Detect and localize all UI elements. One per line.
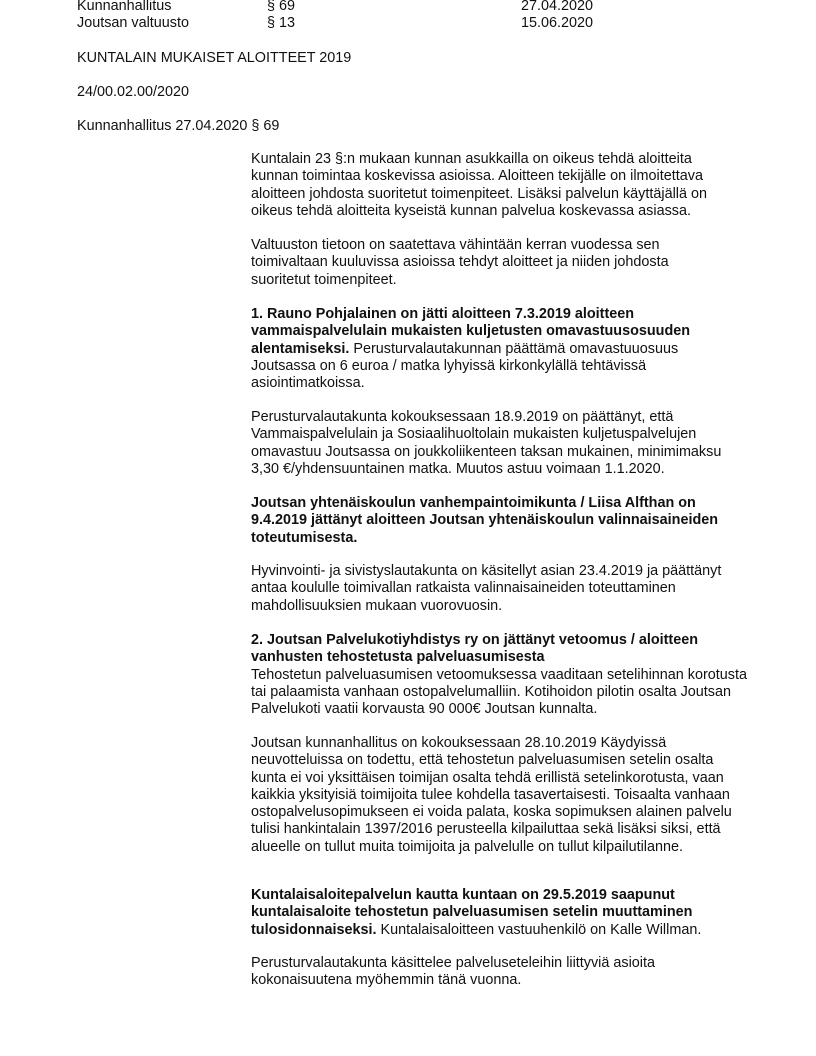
- header-body-1: Kunnanhallitus: [77, 0, 172, 14]
- paragraph-text: Valtuuston tietoon on saatettava vähintään kerran vuodessa sen toimivaltaan kuuluvissa asioissa tehdyt aloitteet ja niiden johdosta suoritetut toimenpiteet.: [251, 237, 669, 288]
- record-number: 24/00.02.00/2020: [77, 84, 190, 100]
- initiative-1: [251, 306, 716, 392]
- paragraph-text: Joutsan kunnanhallitus on kokouksessaan 28.10.2019 Käydyissä neuvotteluissa on todettu, että tehostetun palveluasumisen setelin osalta kunta ei voi yksittäisen toimijan osalta tehdä erillistä setelinkorotusta, vaan kaikkia yksityisiä toimijoita tulee kohdella tasavertaisesti. Toisaalta vanhaan ostopalvelusopimukseen ei voida palata, koska sopimuksen alainen palvelu tulisi hankintalain 1397/2016 perusteella kilpailuttaa sekä lisäksi siksi, että alueelle on tullut muita toimijoita ja palvelulle on tullut kilpailutilanne.: [251, 735, 732, 855]
- header-date-2: 15.06.2020: [521, 15, 594, 31]
- initiative-citizen: [251, 887, 741, 939]
- paragraph-text: Perusturvalautakunnan päättämä omavastuuosuus Joutsassa on 6 euroa / matka lyhyissä kirkonkylällä tehtävissä asiointimatkoissa.: [251, 340, 679, 392]
- initiative-heading: Joutsan yhtenäiskoulun vanhempaintoimikunta / Liisa Alfthan on 9.4.2019 jättänyt aloitteen Joutsan yhtenäiskoulun valinnaisaineiden toteutumisesta.: [251, 495, 719, 546]
- header-body-2: Joutsan valtuusto: [77, 15, 189, 31]
- initiative-heading: Kuntalaisaloitepalvelun kautta kuntaan on 29.5.2019 saapunut kuntalaisaloite tehostetun palveluasumisen setelin muuttaminen tulosidonnaiseksi.: [251, 887, 693, 938]
- initiative-2-decision: [251, 735, 751, 856]
- initiative-heading: 2. Joutsan Palvelukotiyhdistys ry on jättänyt vetoomus / aloitteen vanhusten tehostetusta palveluasumisesta: [251, 632, 699, 666]
- header-section-1: § 69: [267, 0, 296, 14]
- initiative-school: [251, 495, 741, 547]
- initiative-1-decision: [251, 409, 751, 478]
- paragraph-text: Kuntalaisaloitteen vastuuhenkilö on Kalle Willman.: [376, 921, 702, 938]
- initiative-citizen-decision: [251, 955, 711, 990]
- document-title: KUNTALAIN MUKAISET ALOITTEET 2019: [77, 50, 352, 66]
- paragraph-council-info: [251, 237, 721, 289]
- header-section-2: § 13: [267, 15, 296, 31]
- meeting-reference: Kunnanhallitus 27.04.2020 § 69: [77, 118, 280, 134]
- paragraph-text: Kuntalain 23 §:n mukaan kunnan asukkailla on oikeus tehdä aloitteita kunnan toimintaa koskevissa asioissa. Aloitteen tekijälle on ilmoitettava aloitteen johdosta suoritetut toimenpiteet. Lisäksi palvelun käyttäjällä on oikeus tehdä aloitteita kyseistä kunnan palvelua koskevassa asiassa.: [251, 151, 707, 219]
- paragraph-text: Hyvinvointi- ja sivistyslautakunta on käsitellyt asian 23.4.2019 ja päättänyt antaa koululle toimivallan ratkaista valinnaisaineiden toteuttaminen mahdollisuuksien mukaan vuorovuosin.: [251, 563, 722, 614]
- paragraph-intro: [251, 151, 741, 220]
- initiative-school-decision: [251, 563, 751, 615]
- paragraph-text: Perusturvalautakunta kokouksessaan 18.9.2019 on päättänyt, että Vammaispalvelulain ja Sosiaalihuoltolain mukaisten kuljetuspalvelujen omavastuu Joutsassa on joukkoliikenteen taksan mukainen, minimimaksu 3,30 €/yhdensuuntainen matka. Muutos astuu voimaan 1.1.2020.: [251, 409, 722, 477]
- initiative-heading: 1. Rauno Pohjalainen on jätti aloitteen 7.3.2019 aloitteen vammaispalvelulain mukaisten kuljetusten omavastuusosuuden alentamiseksi.: [251, 306, 691, 357]
- paragraph-text: Perusturvalautakunta käsittelee palveluseteleihin liittyviä asioita kokonaisuutena myöhemmin tänä vuonna.: [251, 955, 655, 989]
- paragraph-text: Tehostetun palveluasumisen vetoomuksessa vaaditaan setelihinnan korotusta tai palaamista vanhaan ostopalvelumalliin. Kotihoidon pilotin osalta Joutsan Palvelukoti vaatii korvausta 90 000€ Joutsan kunnalta.: [251, 666, 747, 718]
- header-date-1: 27.04.2020: [521, 0, 594, 14]
- initiative-2: [251, 632, 751, 718]
